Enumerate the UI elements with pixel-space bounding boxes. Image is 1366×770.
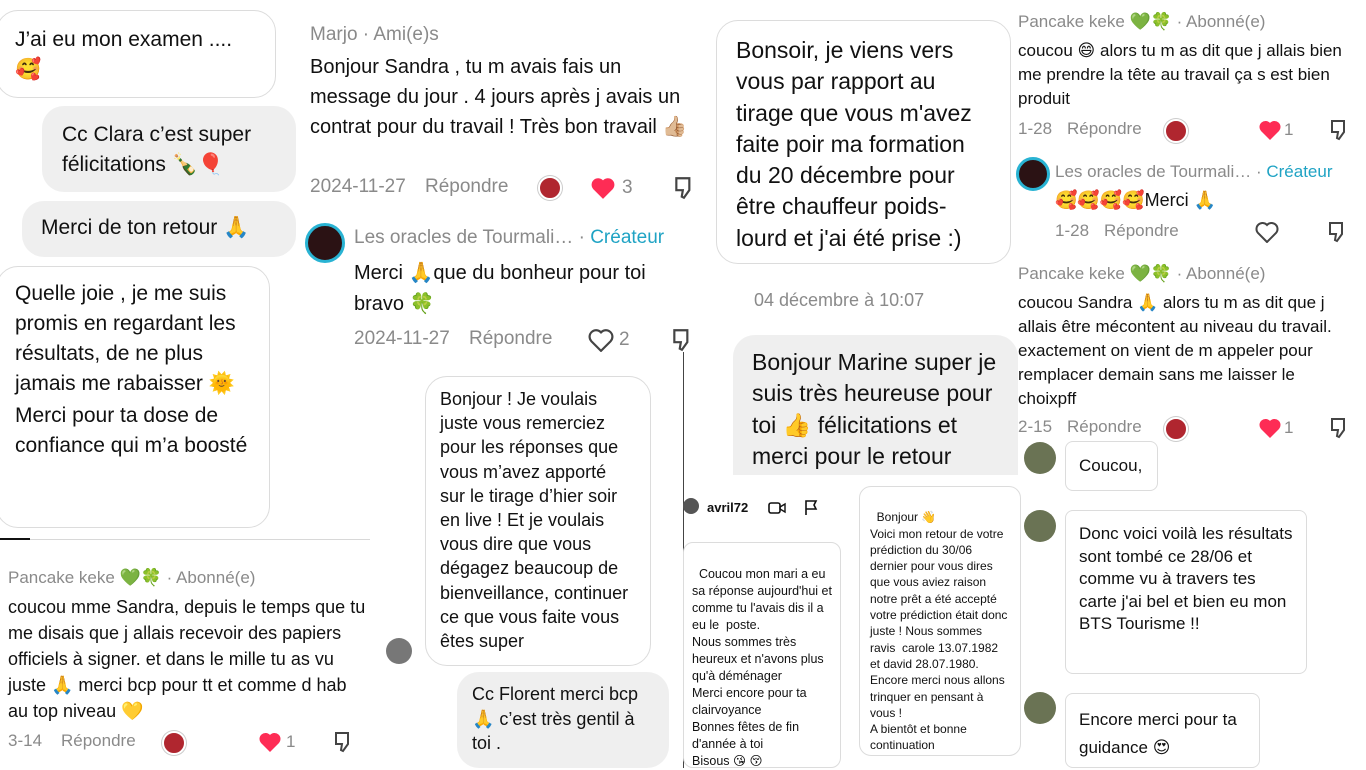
divider bbox=[30, 539, 370, 540]
like-count: 1 bbox=[286, 732, 296, 751]
like-count: 2 bbox=[619, 329, 630, 350]
comment-header: Pancake keke 💚🍀 · Abonné(e) bbox=[1018, 12, 1266, 31]
chat-bubble-bonjour-marine bbox=[733, 335, 1018, 475]
message-text: Merci de ton retour 🙏 bbox=[41, 216, 250, 239]
divider bbox=[0, 538, 30, 540]
message-text: Bonsoir, je viens vers vous par rapport au tirage que vous m'avez faite poir ma formation du 20 décembre pour être chauffeur poids-lourd et j'ai été prise :) bbox=[736, 37, 972, 251]
avatar bbox=[683, 498, 699, 514]
reply-button[interactable]: Répondre bbox=[1104, 221, 1179, 240]
message-text: Coucou, bbox=[1079, 456, 1143, 475]
heart-icon[interactable] bbox=[258, 731, 282, 753]
dm-bubble-carole-david bbox=[859, 486, 1021, 756]
creator-avatar[interactable] bbox=[305, 223, 345, 263]
comment-text: coucou 😄 alors tu m as dit que j allais bien me prendre la tête au travail ça s est bien produit bbox=[1018, 41, 1342, 108]
creator-reply-text: Merci 🙏que du bonheur pour toi bravo 🍀 bbox=[354, 262, 646, 315]
comment-date: 3-14 bbox=[8, 731, 43, 750]
like-count: 1 bbox=[1284, 418, 1294, 437]
dislike-icon[interactable] bbox=[1326, 220, 1350, 244]
comment-author[interactable]: Pancake keke 💚🍀 bbox=[1018, 12, 1172, 31]
avatar bbox=[1024, 510, 1056, 542]
chat-bubble-bonsoir bbox=[716, 20, 1011, 264]
username[interactable]: avril72 bbox=[707, 500, 749, 515]
chat-bubble-cc-florent bbox=[457, 672, 669, 768]
heart-icon[interactable] bbox=[590, 176, 616, 200]
avatar bbox=[1024, 442, 1056, 474]
comment-header: Pancake keke 💚🍀 · Abonné(e) bbox=[1018, 264, 1266, 283]
message-text: Encore merci pour ta guidance 😍 bbox=[1079, 710, 1237, 757]
dm-bubble-avril72 bbox=[683, 542, 841, 768]
chat-bubble-coucou bbox=[1065, 441, 1158, 491]
heart-outline-icon[interactable] bbox=[588, 328, 614, 352]
message-text: Merci pour ta dose de confiance qui m’a boosté bbox=[15, 404, 248, 457]
comment-date: 1-28 bbox=[1018, 119, 1053, 138]
follower-badge: Abonné(e) bbox=[1186, 12, 1266, 31]
flag-icon[interactable] bbox=[804, 500, 818, 516]
chat-bubble-quelle-joie bbox=[0, 266, 270, 528]
message-timestamp: 04 décembre à 10:07 bbox=[754, 290, 925, 310]
creator-avatar[interactable] bbox=[1016, 157, 1050, 191]
dislike-icon[interactable] bbox=[672, 175, 698, 201]
heart-icon[interactable] bbox=[1258, 417, 1282, 439]
dm-header bbox=[683, 492, 843, 526]
creator-name[interactable]: Les oracles de Tourmali… bbox=[354, 227, 574, 248]
heart-outline-icon[interactable] bbox=[1255, 221, 1279, 243]
comment-date: 2-15 bbox=[1018, 417, 1053, 436]
message-text: Bonjour 👋 Voici mon retour de votre prédiction du 30/06 dernier pour vous dires que vous aviez raison notre prêt a été accepté votre prédiction était donc juste ! Nous sommes ravis carole 13.07.1982 et david 28.07.1980. Encore merci nous allons trinquer en pensant à vous ! A bientôt et bonne continuation bbox=[870, 510, 1008, 753]
reply-button[interactable]: Répondre bbox=[1067, 417, 1142, 436]
creator-avatar bbox=[1164, 417, 1188, 441]
creator-reply-text: 🥰🥰🥰🥰Merci 🙏 bbox=[1055, 190, 1217, 210]
comment-date: 1-28 bbox=[1055, 221, 1090, 240]
message-text: Cc Florent merci bcp 🙏 c’est très gentil à toi . bbox=[472, 684, 639, 753]
chat-bubble-merci bbox=[22, 201, 296, 257]
creator-header: Les oracles de Tourmali… · Créateur bbox=[1055, 162, 1333, 181]
heart-icon[interactable] bbox=[1258, 119, 1282, 141]
comment-author[interactable]: Pancake keke 💚🍀 bbox=[1018, 264, 1172, 283]
comment-date: 2024-11-27 bbox=[310, 176, 406, 197]
follower-badge: Abonné(e) bbox=[1186, 264, 1266, 283]
comment-author[interactable]: Marjo bbox=[310, 24, 358, 45]
message-text: Donc voici voilà les résultats sont tombé ce 28/06 et comme vu à travers tes carte j'ai bel et bien eu mon BTS Tourisme !! bbox=[1079, 524, 1293, 634]
dislike-icon[interactable] bbox=[1328, 118, 1352, 142]
reply-button[interactable]: Répondre bbox=[1067, 119, 1142, 138]
chat-bubble-bts bbox=[1065, 510, 1307, 674]
comment-author[interactable]: Pancake keke 💚🍀 bbox=[8, 568, 162, 587]
creator-name[interactable]: Les oracles de Tourmali… bbox=[1055, 162, 1252, 181]
comment-header: Pancake keke 💚🍀 · Abonné(e) bbox=[8, 568, 256, 587]
creator-avatar bbox=[162, 731, 186, 755]
comment-date: 2024-11-27 bbox=[354, 328, 450, 349]
follower-badge: Abonné(e) bbox=[176, 568, 256, 587]
creator-avatar bbox=[1164, 119, 1188, 143]
comment-text: coucou Sandra 🙏 alors tu m as dit que j allais être mécontent au niveau du travail. exactement on vient de m appeler pour remplacer demain sans me laisser le choixpff bbox=[1018, 293, 1332, 408]
message-text: Coucou mon mari a eu sa réponse aujourd'hui et comme tu l'avais dis il a eu le poste. Nous sommes très heureux et n'avons plus qu'à déménager Merci encore pour ta clairvoyance Bonnes fêtes de fin d'année à toi Bisous 😘 😚 bbox=[692, 567, 832, 768]
avatar bbox=[1024, 692, 1056, 724]
comment-header: Marjo · Ami(e)s bbox=[310, 24, 439, 45]
like-count: 3 bbox=[622, 177, 633, 198]
dislike-icon[interactable] bbox=[1328, 416, 1352, 440]
chat-bubble-guidance bbox=[1065, 693, 1260, 768]
message-text: Cc Clara c’est super félicitations 🍾🎈 bbox=[62, 123, 252, 176]
message-text: J’ai eu mon examen .... 🥰 bbox=[15, 28, 233, 81]
friend-badge: Ami(e)s bbox=[373, 24, 439, 45]
message-text: Bonjour Marine super je suis très heureuse pour toi 👍 félicitations et merci pour le retour bbox=[752, 349, 997, 469]
message-text: Bonjour ! Je voulais juste vous remerciez pour les réponses que vous m’avez apporté sur le tirage d’hier soir en live ! Et je voulais vous dire que vous dégagez beaucoup de bienveillance, continuer ce que vous faite vous êtes super bbox=[440, 389, 629, 652]
chat-bubble-bonjour-remerciez bbox=[425, 376, 651, 666]
dislike-icon[interactable] bbox=[332, 730, 356, 754]
message-text: Quelle joie , je me suis promis en regardant les résultats, de ne plus jamais me rabaisser 🌞 bbox=[15, 282, 236, 395]
creator-avatar bbox=[538, 176, 562, 200]
comment-text: Bonjour Sandra , tu m avais fais un message du jour . 4 jours après j avais un contrat pour du travail ! Très bon travail 👍🏼 bbox=[310, 56, 688, 138]
video-icon[interactable] bbox=[768, 501, 786, 515]
creator-badge: Créateur bbox=[590, 227, 665, 248]
reply-button[interactable]: Répondre bbox=[61, 731, 136, 750]
avatar bbox=[386, 638, 412, 664]
chat-bubble-felicitations bbox=[42, 106, 296, 192]
chat-bubble-exam bbox=[0, 10, 276, 98]
reply-button[interactable]: Répondre bbox=[469, 328, 553, 349]
like-count: 1 bbox=[1284, 120, 1294, 139]
dislike-icon[interactable] bbox=[670, 327, 696, 353]
creator-header: Les oracles de Tourmali… · Créateur bbox=[354, 227, 665, 248]
creator-badge: Créateur bbox=[1266, 162, 1333, 181]
reply-button[interactable]: Répondre bbox=[425, 176, 509, 197]
comment-text: coucou mme Sandra, depuis le temps que tu me disais que j allais recevoir des papiers officiels à signer. et dans le mille tu as vu juste 🙏 merci bcp pour tt et comme d hab au top niveau 💛 bbox=[8, 597, 366, 721]
